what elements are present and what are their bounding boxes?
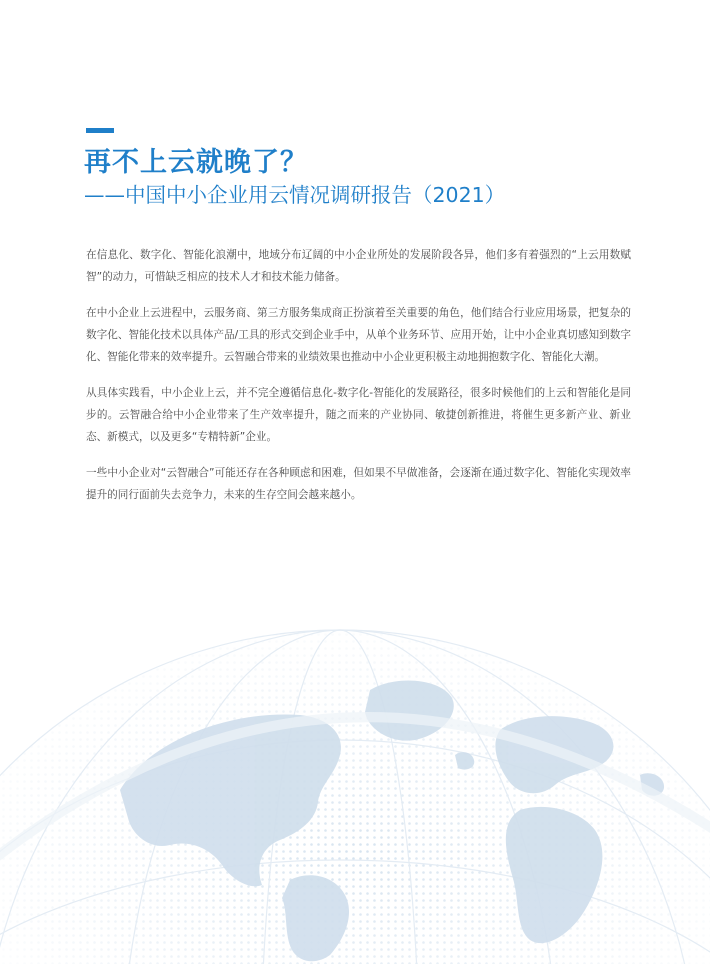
paragraph-4: 一些中小企业对“云智融合”可能还存在各种顾虑和困难，但如果不早做准备，会逐渐在通过数字化、智能化实现效率提升的同行面前失去竞争力，未来的生存空间会越来越小。 xyxy=(86,467,631,501)
paragraph-1: 在信息化、数字化、智能化浪潮中，地域分布辽阔的中小企业所处的发展阶段各异，他们多有着强烈的“上云用数赋智”的动力，可惜缺乏相应的技术人才和技术能力储备。 xyxy=(86,249,631,283)
paragraph-2: 在中小企业上云进程中，云服务商、第三方服务集成商正扮演着至关重要的角色，他们结合行业应用场景，把复杂的数字化、智能化技术以具体产品/工具的形式交到企业手中，从单个业务环节、应用开始，让中小企业真切感知到数字化、智能化带来的效率提升。云智融合带来的业绩效果也推动中小企业更积极主动地拥抱数字化、智能化大潮。 xyxy=(86,307,631,363)
page-title: 再不上云就晚了？ xyxy=(84,147,308,178)
body-text xyxy=(86,244,631,520)
globe-illustration xyxy=(0,540,710,964)
paragraph-3: 从具体实践看，中小企业上云，并不完全遵循信息化-数字化-智能化的发展路径，很多时候他们的上云和智能化是同步的。云智融合给中小企业带来了生产效率提升，随之而来的产业协同、敏捷创新推进，将催生更多新产业、新业态、新模式，以及更多“专精特新”企业。 xyxy=(86,387,631,443)
title-accent-bar xyxy=(86,128,114,133)
page-subtitle: ——中国中小企业用云情况调研报告（2021） xyxy=(84,183,506,207)
